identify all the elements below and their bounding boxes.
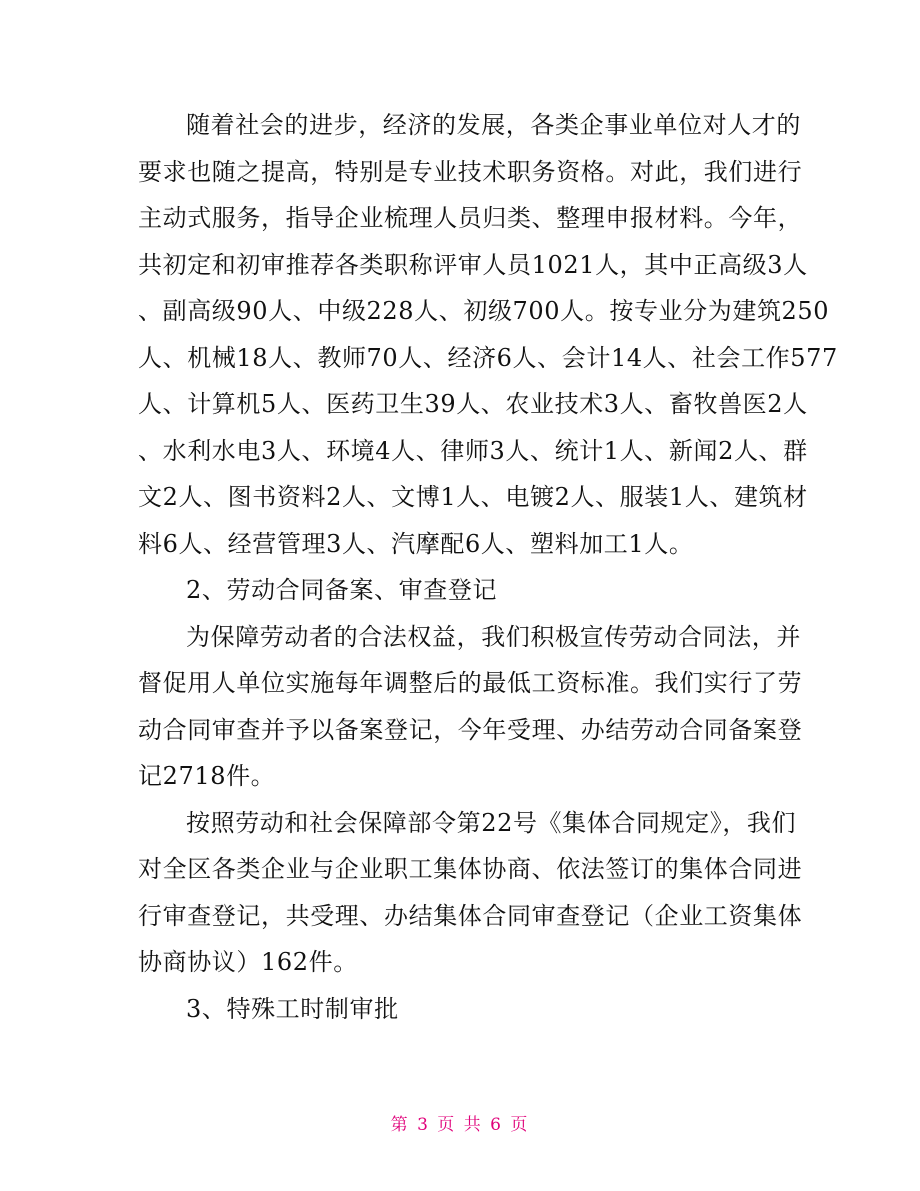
text-line: 共初定和初审推荐各类职称评审人员1021人，其中正高级3人 [138,250,808,279]
section-heading: 2、劳动合同备案、审查登记 [186,576,498,604]
document-body [138,102,838,1032]
text-line: 为保障劳动者的合法权益，我们积极宣传劳动合同法，并 [186,622,801,651]
text-line: 料6人、经营管理3人、汽摩配6人、塑料加工1人。 [138,529,694,558]
text-line: 按照劳动和社会保障部令第22号《集体合同规定》，我们 [186,808,797,837]
text-line: 行审查登记，共受理、办结集体合同审查登记（企业工资集体 [138,901,803,930]
text-line: 人、机械18人、教师70人、经济6人、会计14人、社会工作577 [138,343,838,372]
page-number-footer: 第 3 页 共 6 页 [390,1115,530,1135]
text-line: 要求也随之提高，特别是专业技术职务资格。对此，我们进行 [138,157,803,186]
text-line: 随着社会的进步，经济的发展，各类企事业单位对人才的 [186,111,801,139]
text-line: 主动式服务，指导企业梳理人员归类、整理申报材料。今年， [138,204,803,232]
text-line: 对全区各类企业与企业职工集体协商、依法签订的集体合同进 [138,855,803,883]
text-line: 协商协议）162件。 [138,948,358,976]
text-line: 、副高级90人、中级228人、初级700人。按专业分为建筑250 [138,297,830,325]
text-line: 动合同审查并予以备案登记，今年受理、办结劳动合同备案登 [138,715,803,744]
section-heading: 3、特殊工时制审批 [186,994,399,1023]
text-line: 人、计算机5人、医药卫生39人、农业技术3人、畜牧兽医2人 [138,390,808,418]
text-line: 督促用人单位实施每年调整后的最低工资标准。我们实行了劳 [138,669,803,697]
text-line: 记2718件。 [138,762,276,790]
text-line: 文2人、图书资料2人、文博1人、电镀2人、服装1人、建筑材 [138,483,808,511]
text-line: 、水利水电3人、环境4人、律师3人、统计1人、新闻2人、群 [138,436,808,465]
